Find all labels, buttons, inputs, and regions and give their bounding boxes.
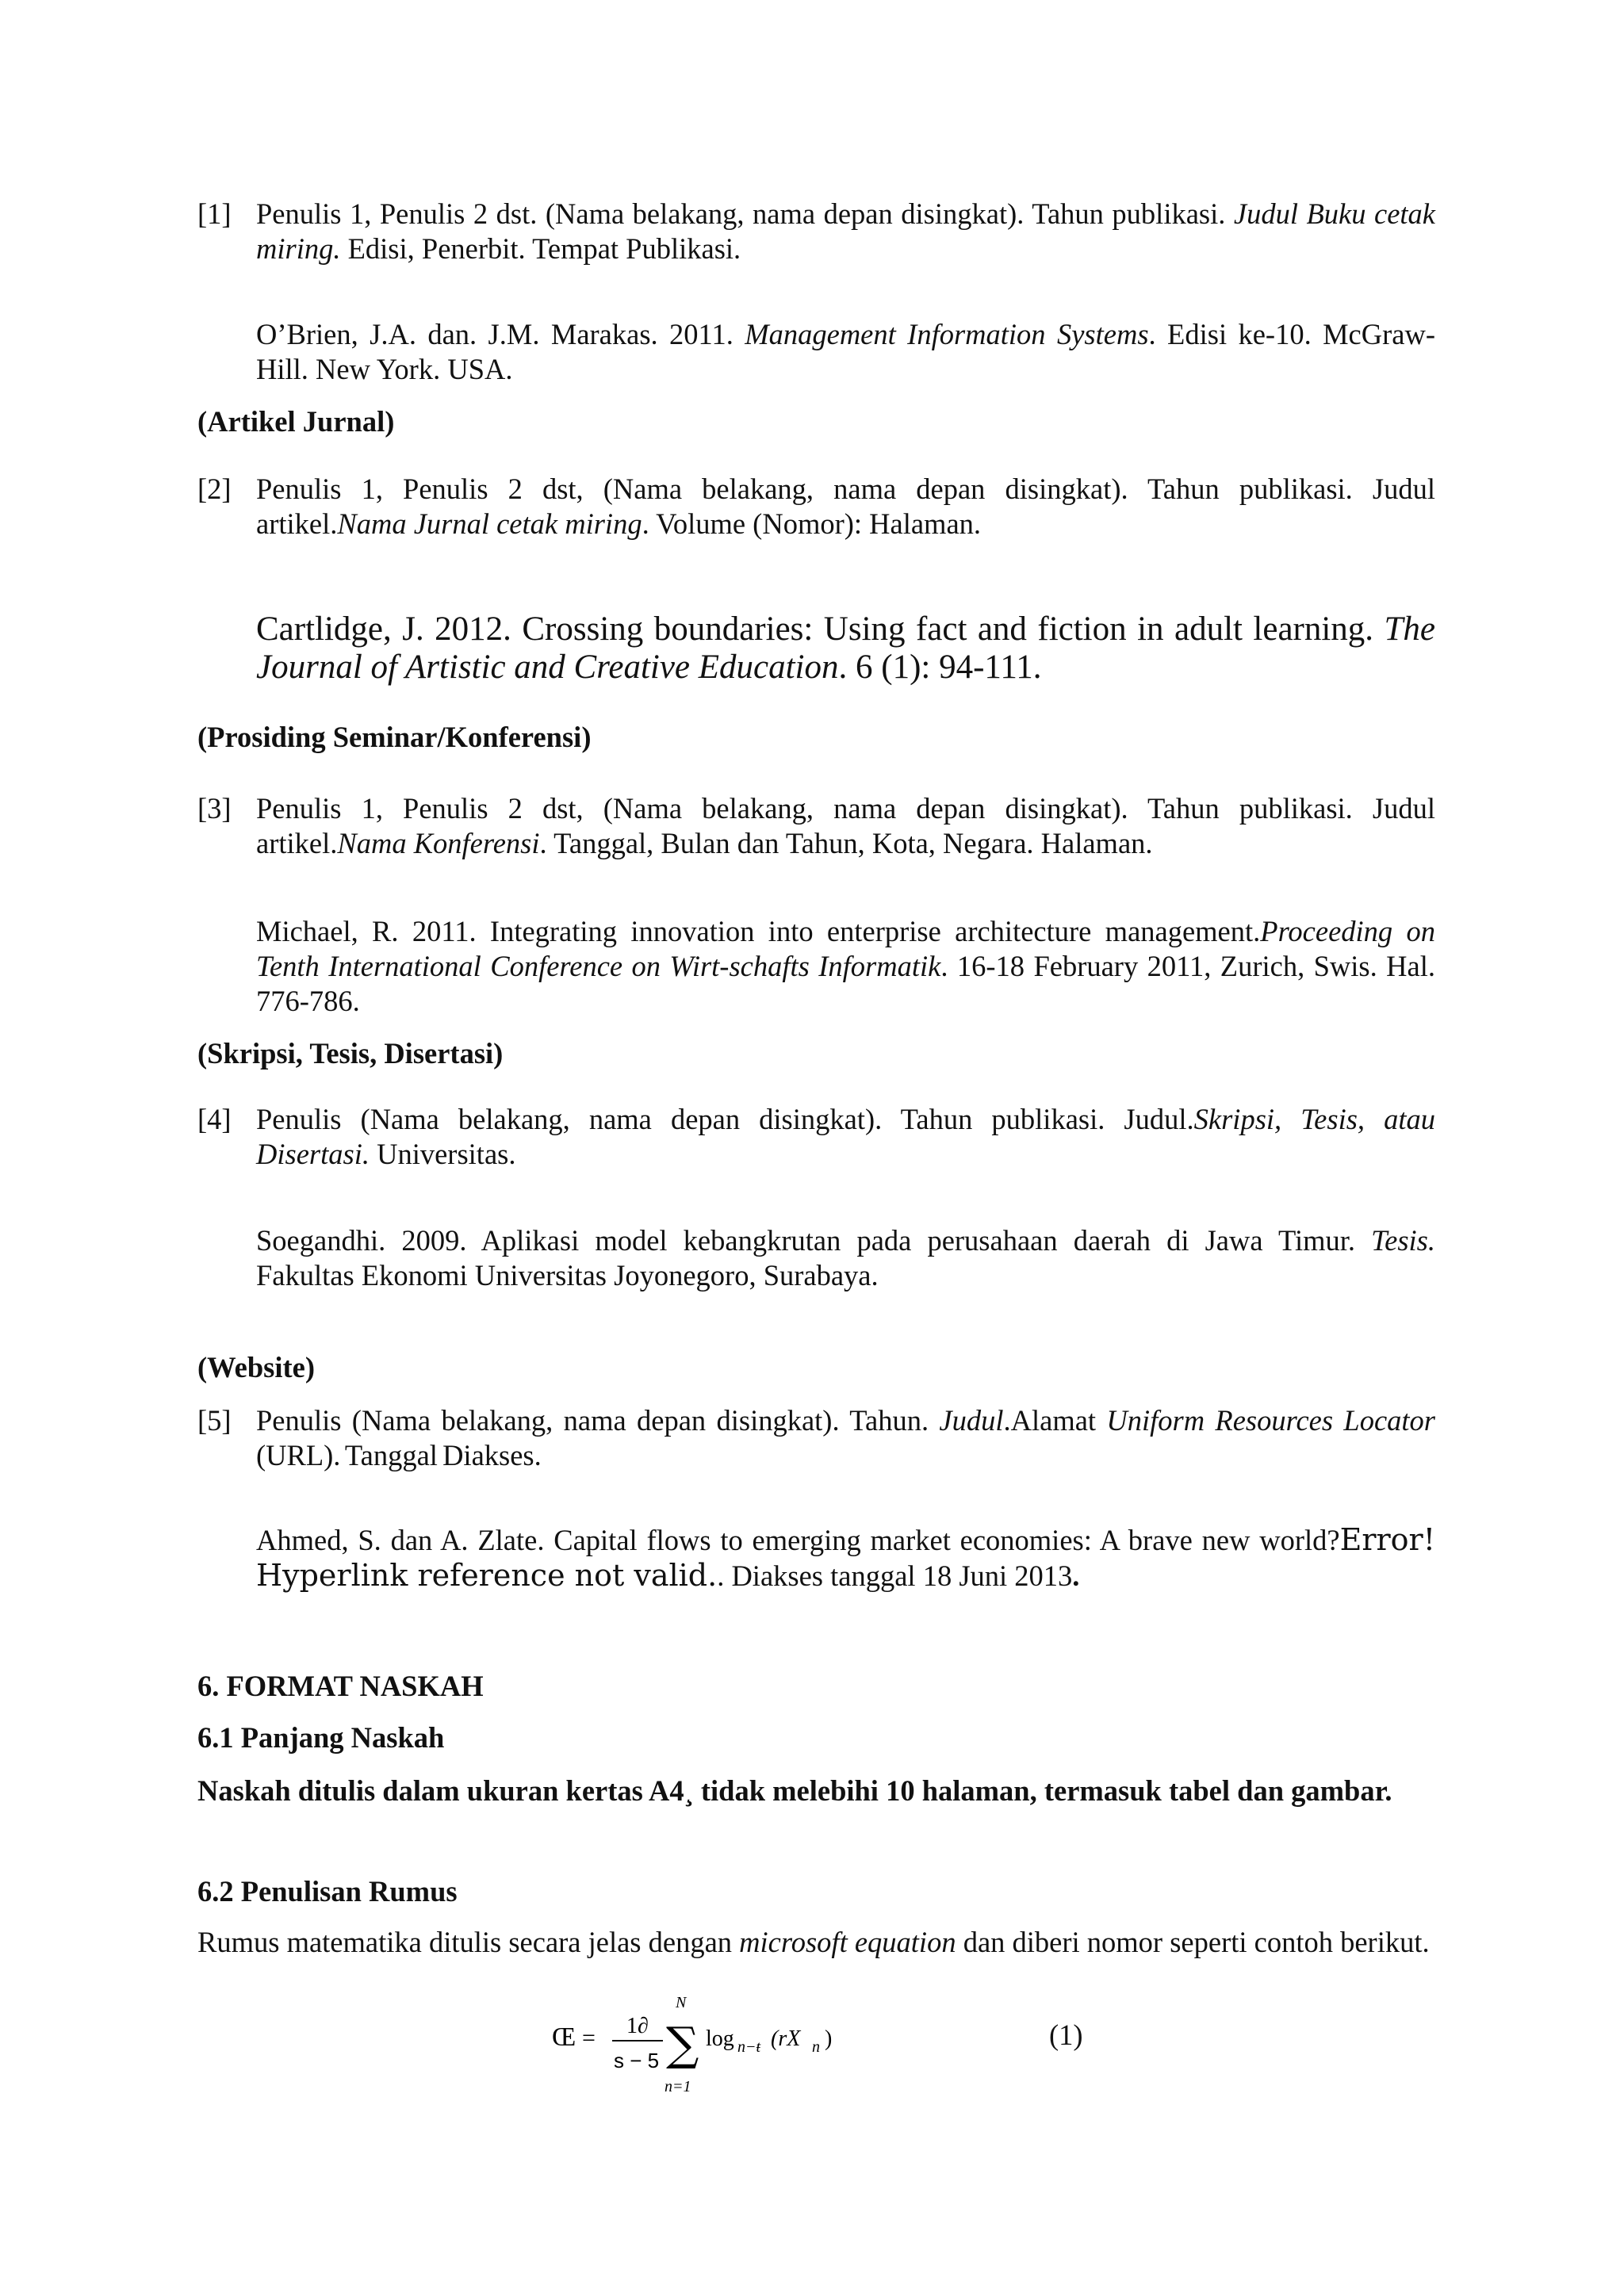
argument-close: ) (825, 2026, 833, 2051)
body-text-end: dan diberi nomor seperti contoh berikut. (956, 1926, 1430, 1958)
example-text: Michael, R. 2011. Integrating innovation into enterprise architecture management. (256, 915, 1261, 947)
body-italic: microsoft equation (739, 1926, 956, 1958)
example-text-end: . 6 (1): 94-111. (838, 649, 1042, 686)
reference-text-end: Edisi, Penerbit. Tempat Publikasi. (340, 232, 741, 265)
hyperlink-error: Error! Hyperlink reference not valid. (256, 1522, 1435, 1593)
reference-italic: Nama Konferensi (337, 827, 540, 859)
reference-text-mid: .Alamat (1003, 1404, 1107, 1437)
example-text-end: . Edisi ke-10. McGraw-Hill. New York. USA. (256, 318, 1435, 385)
example-text-end: . Diakses tanggal 18 Juni 2013 (717, 1559, 1073, 1592)
reference-italic: Judul Buku cetak miring. (256, 197, 1435, 265)
equation-lhs: Œ (552, 2022, 576, 2052)
reference-text-end: . Tanggal, Bulan dan Tahun, Kota, Negara. Halaman. (539, 827, 1153, 859)
example-period: . (1072, 1559, 1080, 1592)
subsection-title-6-1: 6.1 Panjang Naskah (197, 1721, 445, 1754)
subsection-body-6-1: Naskah ditulis dalam ukuran kertas A4¸ tidak melebihi 10 halaman, termasuk tabel dan gambar. (197, 1774, 1392, 1807)
summation-symbol: ∑ (666, 2017, 699, 2071)
reference-text: Penulis (Nama belakang, nama depan disingkat). Tahun publikasi. Judul. (256, 1103, 1194, 1135)
equation-numerator: 1∂ (626, 2014, 649, 2038)
example-italic: Management Information Systems (745, 318, 1149, 350)
reference-5 (197, 1403, 1435, 1473)
reference-number: [1] (197, 197, 232, 230)
heading-artikel-jurnal: (Artikel Jurnal) (197, 405, 395, 438)
example-italic: Proceeding on Tenth International Conference on Wirt-schafts Informatik (256, 915, 1435, 982)
heading-website: (Website) (197, 1351, 315, 1383)
example-text: Cartlidge, J. 2012. Crossing boundaries: Using fact and fiction in adult learning. (256, 610, 1385, 648)
reference-number: [2] (197, 473, 232, 505)
reference-text: Penulis 1, Penulis 2 dst, (Nama belakang, nama depan disingkat). Tahun publikasi. Judul artikel. (256, 792, 1435, 859)
reference-text: Penulis (Nama belakang, nama depan disingkat). Tahun. (256, 1404, 940, 1437)
log-function: log (706, 2026, 734, 2051)
reference-italic: Nama Jurnal cetak miring (337, 507, 642, 540)
example-text-end: . 16-18 February 2011, Zurich, Swis. Hal. 776-786. (256, 950, 1435, 1017)
example-text-end: Fakultas Ekonomi Universitas Joyonegoro, Surabaya. (256, 1259, 879, 1292)
sum-lower-limit: n=1 (665, 2078, 691, 2095)
subsection-body-6-2 (197, 1925, 1435, 1960)
equation-denominator: s − 5 (614, 2049, 660, 2072)
reference-text-end: (URL). Tanggal Diakses. (256, 1439, 542, 1471)
equation-number: (1) (1049, 2019, 1083, 2051)
reference-text: Penulis 1, Penulis 2 dst, (Nama belakang, nama depan disingkat). Tahun publikasi. Judul artikel. (256, 473, 1435, 540)
log-subscript: n−ŧ (737, 2038, 761, 2056)
reference-italic-url: Uniform Resources Locator (1106, 1404, 1435, 1437)
log-argument: (rX (771, 2026, 801, 2051)
reference-1 (197, 197, 1435, 266)
reference-italic: Skripsi, Tesis, atau Disertasi. (256, 1103, 1436, 1170)
heading-prosiding: (Prosiding Seminar/Konferensi) (197, 721, 592, 753)
example-2 (256, 610, 1435, 687)
example-3 (256, 914, 1435, 1019)
example-1 (256, 317, 1435, 387)
example-5 (256, 1522, 1435, 1594)
reference-text: Penulis 1, Penulis 2 dst. (Nama belakang, nama depan disingkat). Tahun publikasi. (256, 197, 1234, 230)
argument-subscript: n (812, 2038, 820, 2056)
example-text: Soegandhi. 2009. Aplikasi model kebangkrutan pada perusahaan daerah di Jawa Timur. (256, 1224, 1372, 1257)
sum-upper-limit: N (676, 1994, 687, 2011)
example-text: Ahmed, S. dan A. Zlate. Capital flows to emerging market economies: A brave new world? (256, 1524, 1340, 1556)
reference-text-end: . Volume (Nomor): Halaman. (642, 507, 982, 540)
subsection-title-6-2: 6.2 Penulisan Rumus (197, 1875, 458, 1908)
reference-italic: Judul (939, 1404, 1004, 1437)
example-text: O’Brien, J.A. dan. J.M. Marakas. 2011. (256, 318, 745, 350)
example-italic: The Journal of Artistic and Creative Education (256, 610, 1435, 686)
example-4 (256, 1223, 1435, 1293)
reference-3 (197, 791, 1435, 861)
reference-text-end: Universitas. (369, 1138, 516, 1170)
section-title: 6. FORMAT NASKAH (197, 1670, 484, 1702)
example-italic: Tesis. (1371, 1224, 1435, 1257)
equation-equals: = (582, 2025, 596, 2051)
reference-number: [5] (197, 1404, 232, 1437)
reference-number: [4] (197, 1103, 232, 1135)
heading-skripsi: (Skripsi, Tesis, Disertasi) (197, 1037, 504, 1070)
reference-number: [3] (197, 792, 232, 825)
equation-1 (547, 1988, 912, 2099)
body-text: Rumus matematika ditulis secara jelas dengan (197, 1926, 740, 1958)
reference-4 (197, 1102, 1435, 1172)
reference-2 (197, 472, 1435, 541)
